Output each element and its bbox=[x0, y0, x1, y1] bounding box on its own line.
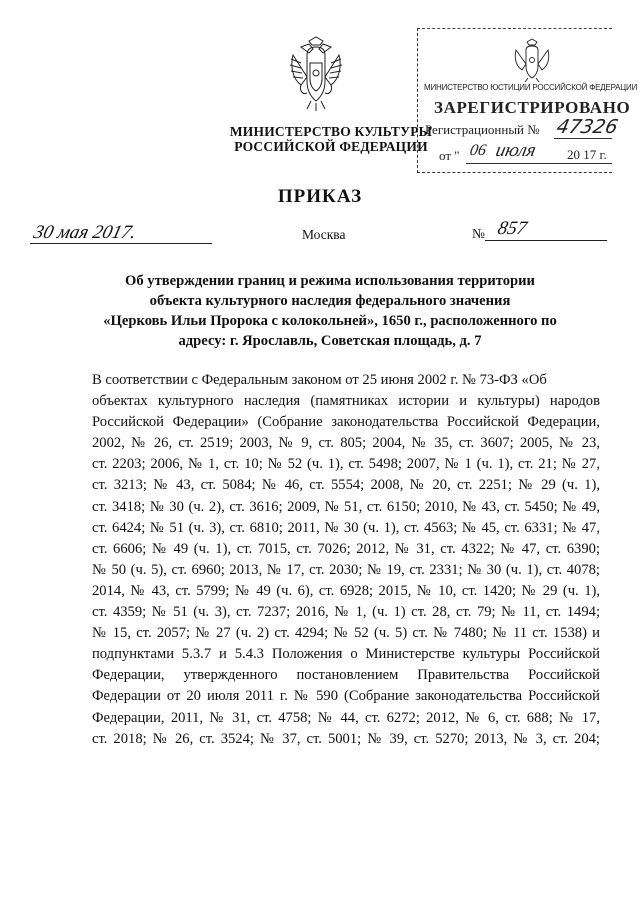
body-line: ст. 3213; № 43, ст. 5084; № 46, ст. 5554; 2008, № 20, ст. 2251; № 29 (ч. 1), bbox=[92, 477, 600, 494]
document-number: 857 bbox=[495, 218, 529, 239]
body-line: объектах культурного наследия (памятниках истории и культуры) народов bbox=[92, 393, 600, 410]
body-line: Российской Федерации» (Собрание законодательства Российской Федерации, bbox=[92, 414, 600, 431]
body-line: № 50 (ч. 5), ст. 6960; 2013, № 17, ст. 2030; № 19, ст. 2331; № 30 (ч. 1), ст. 4078; bbox=[92, 561, 600, 578]
document-title: ПРИКАЗ bbox=[277, 186, 363, 207]
document-number-underline bbox=[485, 240, 607, 241]
subject-line: «Церковь Ильи Пророка с колокольней», 1650 г., расположенного по bbox=[103, 313, 557, 329]
stamp-ministry-name: МИНИСТЕРСТВО ЮСТИЦИИ РОССИЙСКОЙ ФЕДЕРАЦИИ bbox=[424, 83, 638, 92]
stamp-date-underline bbox=[466, 163, 612, 164]
body-line: ст. 2203; 2006, № 1, ст. 10; № 52 (ч. 1), ст. 5498; 2007, № 1 (ч. 1), ст. 21; № 27, bbox=[92, 456, 600, 473]
body-line: ст. 4359; № 51 (ч. 3), ст. 7237; 2016, № 1, (ч. 1) ст. 28, ст. 79; № 11, ст. 1494; bbox=[92, 604, 600, 621]
document-date: 30 мая 2017. bbox=[31, 222, 139, 243]
document-body bbox=[92, 370, 600, 750]
document-city: Москва bbox=[302, 227, 346, 242]
subject-line: объекта культурного наследия федерального значения bbox=[149, 293, 511, 309]
body-line: ст. 3418; № 30 (ч. 2), ст. 3616; 2009, № 51, ст. 6150; 2010, № 43, ст. 5450; № 49, bbox=[92, 498, 600, 515]
stamp-regnum-underline bbox=[554, 138, 612, 139]
ministry-line-2: РОССИЙСКОЙ ФЕДЕРАЦИИ bbox=[234, 139, 428, 154]
stamp-date-year: 20 17 г. bbox=[567, 147, 607, 162]
stamp-registration-number-label: Регистрационный № bbox=[425, 122, 540, 137]
document-number-label: № bbox=[472, 226, 485, 241]
body-line: подпунктами 5.3.7 и 5.4.3 Положения о Министерстве культуры Российской bbox=[92, 646, 600, 663]
subject-line: адресу: г. Ярославль, Советская площадь, д. 7 bbox=[178, 333, 482, 349]
coat-of-arms-icon bbox=[287, 35, 345, 113]
stamp-date-prefix: от " bbox=[439, 148, 460, 163]
body-line: ст. 6606; № 49 (ч. 1), ст. 7015, ст. 7026; 2012, № 31, ст. 4322; № 47, ст. 6390; bbox=[92, 540, 600, 557]
body-line: Федерации, 2011, № 31, ст. 4758; № 44, ст. 6272; 2012, № 6, ст. 688; № 17, bbox=[92, 709, 600, 726]
document-date-underline bbox=[30, 243, 212, 244]
body-line: Федерации, утвержденного постановлением Правительства Российской bbox=[92, 667, 600, 684]
ministry-name bbox=[226, 124, 436, 154]
ministry-line-1: МИНИСТЕРСТВО КУЛЬТУРЫ bbox=[229, 124, 433, 139]
body-line: ст. 6424; № 51 (ч. 3), ст. 6810; 2011, № 30 (ч. 1), ст. 4563; № 45, ст. 6331; № 47, bbox=[92, 519, 600, 536]
stamp-coat-of-arms-icon bbox=[512, 38, 552, 82]
body-line: 2014, № 43, ст. 5799; № 49 (ч. 6), ст. 6928; 2015, № 10, ст. 1420; № 29 (ч. 1), bbox=[92, 582, 600, 599]
body-line: 2002, № 26, ст. 2519; 2003, № 9, ст. 805; 2004, № 35, ст. 3607; 2005, № 23, bbox=[92, 435, 600, 452]
body-line: № 15, ст. 2057; № 27 (ч. 2) ст. 4294; № 52 (ч. 5) ст. № 7480; № 11 ст. 1538) и bbox=[92, 625, 600, 642]
body-line: ст. 2018; № 26, ст. 3524; № 37, ст. 5001; № 39, ст. 5270; 2013, № 3, ст. 204; bbox=[92, 730, 600, 747]
stamp-registered-label: ЗАРЕГИСТРИРОВАНО bbox=[434, 98, 631, 117]
stamp-date-month: июля bbox=[493, 140, 538, 161]
body-line: Федерации от 20 июля 2011 г. № 590 (Собрание законодательства Российской bbox=[92, 688, 600, 705]
stamp-date-day: 06 bbox=[468, 142, 488, 159]
subject-line: Об утверждении границ и режима использования территории bbox=[125, 273, 535, 289]
document-subject bbox=[60, 271, 600, 351]
body-line: В соответствии с Федеральным законом от 25 июня 2002 г. № 73-ФЗ «Об bbox=[92, 372, 547, 388]
stamp-registration-number: 47326 bbox=[554, 116, 620, 138]
